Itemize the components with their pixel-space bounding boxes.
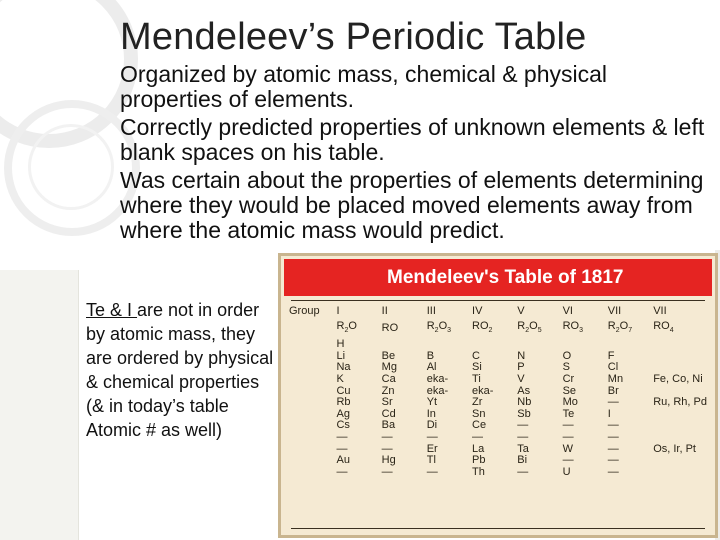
element-cell — [651, 420, 709, 432]
element-cell: — — [607, 454, 619, 467]
element-cell: Nb — [517, 396, 532, 409]
element-cell: S — [562, 361, 570, 374]
element-cell: Mo — [562, 396, 578, 409]
oxide-formula — [380, 318, 425, 339]
element-cell: As — [517, 384, 531, 397]
table-row — [287, 409, 709, 421]
element-cell: Sr — [381, 396, 393, 409]
oxide-formula — [425, 318, 470, 339]
formula-subscript: 4 — [669, 327, 674, 335]
element-cell: Hg — [381, 454, 396, 467]
table-rule — [291, 528, 705, 529]
bullet-item — [98, 62, 708, 112]
element-cell: K — [336, 372, 344, 385]
element-cell: Di — [426, 419, 438, 432]
formula-part: RO — [381, 322, 399, 335]
element-cell — [651, 339, 709, 351]
element-cell: — — [562, 454, 574, 467]
row-spacer — [287, 444, 334, 456]
element-cell: — — [336, 465, 348, 478]
element-cell: Sn — [472, 407, 486, 420]
element-cell: W — [562, 442, 573, 455]
element-cell: — — [426, 465, 438, 478]
row-spacer — [287, 351, 334, 363]
formula-part: R — [426, 320, 435, 332]
oxide-formula — [470, 318, 515, 339]
row-spacer — [287, 420, 334, 432]
table-row — [287, 339, 709, 351]
element-cell: — — [607, 430, 619, 443]
element-cell: O — [562, 349, 572, 362]
element-cell: V — [517, 372, 525, 385]
element-cell: In — [426, 407, 436, 420]
element-cell: Rb — [336, 396, 351, 409]
element-cell: Cr — [562, 372, 575, 385]
element-cell: — — [426, 430, 438, 443]
element-cell: Th — [472, 465, 485, 478]
bullet-item — [98, 168, 708, 243]
row-spacer — [287, 455, 334, 467]
formula-subscript: 2 — [525, 327, 530, 335]
element-cell: Zn — [381, 384, 395, 397]
formula-subscript: 2 — [488, 327, 493, 335]
element-cell: — — [607, 465, 619, 478]
table-rule — [291, 300, 705, 301]
element-cell: Be — [381, 349, 396, 362]
oxide-formula-row — [287, 318, 709, 339]
element-cell: Mg — [381, 361, 397, 374]
element-cell — [651, 409, 709, 421]
element-cell: H — [336, 338, 345, 351]
element-cell: Li — [336, 349, 346, 362]
element-cell: U — [562, 465, 571, 478]
element-cell: B — [426, 349, 435, 362]
periodic-table-grid — [287, 304, 709, 478]
group-header: III — [426, 305, 436, 317]
element-cell: Al — [426, 361, 437, 374]
element-cell: Tl — [426, 454, 436, 467]
element-cell: — — [562, 430, 574, 443]
row-spacer — [287, 339, 334, 351]
table-row — [287, 432, 709, 444]
group-header: II — [381, 305, 388, 317]
bullet-text: Was certain about the properties of elements determining where they would be placed moved elements away from where the atomic mass would predict. — [120, 167, 704, 243]
element-cell: — — [381, 465, 393, 478]
bullet-list — [98, 62, 708, 246]
mendeleev-table-image — [278, 253, 718, 538]
row-spacer — [287, 374, 334, 386]
element-cell: Ce — [472, 419, 487, 432]
element-cell: Pb — [472, 454, 486, 467]
table-header-row — [287, 304, 709, 318]
group-header: VI — [562, 305, 573, 317]
formula-part: O — [438, 320, 448, 332]
element-cell: eka- — [426, 384, 449, 397]
element-cell: Ta — [517, 442, 529, 455]
formula-part: RO — [562, 320, 580, 332]
element-cell: C — [472, 349, 480, 362]
oxide-formula — [606, 318, 651, 339]
element-cell: N — [517, 349, 526, 362]
formula-subscript: 3 — [579, 327, 583, 335]
element-cell — [651, 432, 709, 444]
element-cell: eka- — [426, 372, 449, 385]
element-cell — [651, 467, 709, 479]
side-note-text: are not in order by atomic mass, they are ordered by physical & chemical properties (& in today’s table Atomic # as well) — [86, 300, 274, 440]
element-cell: Te — [562, 407, 575, 420]
element-cell: — — [517, 419, 529, 432]
oxide-formula — [561, 318, 606, 339]
table-row — [287, 374, 709, 386]
element-cell: — — [607, 396, 619, 409]
element-cell: Na — [336, 361, 351, 374]
formula-subscript: 2 — [434, 327, 439, 335]
row-spacer — [287, 362, 334, 374]
element-cell: Fe, Co, Ni — [653, 372, 703, 385]
element-cell: Ru, Rh, Pd — [653, 396, 707, 409]
formula-part: RO — [653, 320, 670, 332]
element-cell: Os, Ir, Pt — [653, 442, 696, 455]
element-cell: Se — [562, 384, 577, 397]
element-cell: — — [336, 442, 348, 455]
element-cell: Ca — [381, 372, 396, 385]
table-row — [287, 362, 709, 374]
table-row — [287, 467, 709, 479]
element-cell: La — [472, 442, 485, 455]
formula-part: O — [529, 320, 538, 332]
element-cell: Cs — [336, 419, 350, 432]
element-cell: — — [517, 465, 529, 478]
element-cell: Zr — [472, 396, 483, 409]
oxide-formula — [651, 318, 709, 339]
element-cell: P — [517, 361, 525, 374]
group-header: I — [336, 305, 340, 317]
element-cell: Au — [336, 454, 350, 467]
slide-title: Mendeleev’s Periodic Table — [120, 16, 587, 58]
group-label: Group — [289, 305, 320, 317]
side-note — [86, 298, 276, 442]
element-cell: Cl — [607, 361, 619, 374]
oxide-formula — [334, 318, 379, 339]
element-cell: Sb — [517, 407, 531, 420]
formula-subscript: 2 — [615, 327, 620, 335]
table-row — [287, 444, 709, 456]
element-cell: Ag — [336, 407, 350, 420]
element-cell: — — [607, 419, 619, 432]
formula-subscript: 5 — [537, 327, 542, 335]
group-header: VII — [653, 305, 667, 317]
element-cell: Cu — [336, 384, 351, 397]
formula-subscript: 3 — [447, 327, 452, 335]
element-cell: eka- — [472, 384, 494, 397]
element-cell: — — [562, 419, 574, 432]
table-banner: Mendeleev's Table of 1817 — [284, 259, 712, 296]
element-cell: — — [381, 442, 393, 455]
formula-part: O — [619, 320, 629, 332]
element-cell: — — [381, 430, 393, 443]
formula-part: R — [607, 320, 616, 332]
row-spacer — [287, 386, 334, 398]
table-row — [287, 455, 709, 467]
element-cell: — — [336, 430, 348, 443]
element-cell: F — [607, 349, 615, 362]
oxide-formula — [515, 318, 560, 339]
element-cell: Bi — [517, 454, 528, 467]
table-row — [287, 420, 709, 432]
side-note-emphasis: Te & I — [86, 300, 138, 320]
row-spacer — [287, 467, 334, 479]
decorative-side-band — [0, 270, 79, 540]
element-cell: Yt — [426, 396, 438, 409]
element-cell — [651, 455, 709, 467]
group-header: IV — [472, 305, 483, 317]
element-cell: I — [607, 407, 611, 420]
formula-part: O — [348, 320, 357, 332]
element-cell — [651, 351, 709, 363]
bullet-text: Organized by atomic mass, chemical & physical properties of elements. — [120, 61, 608, 112]
element-cell: Si — [472, 361, 482, 374]
element-cell: Ba — [381, 419, 396, 432]
group-header: V — [517, 305, 525, 317]
row-spacer — [287, 397, 334, 409]
group-spacer — [287, 318, 334, 339]
element-cell: Mn — [607, 372, 624, 385]
element-cell: Ti — [472, 372, 481, 385]
formula-part: R — [517, 320, 526, 332]
element-cell: — — [472, 430, 484, 443]
element-cell: Br — [607, 384, 619, 397]
element-cell: — — [607, 442, 619, 455]
element-cell: — — [517, 430, 529, 443]
formula-part: R — [336, 320, 345, 332]
row-spacer — [287, 409, 334, 421]
formula-subscript: 2 — [344, 327, 349, 335]
element-cell: Cd — [381, 407, 396, 420]
group-header: VII — [607, 305, 622, 317]
formula-subscript: 7 — [628, 327, 633, 335]
bullet-item — [98, 115, 708, 165]
table-row — [287, 397, 709, 409]
formula-part: RO — [472, 320, 489, 332]
bullet-text: Correctly predicted properties of unknown elements & left blank spaces on his table. — [120, 114, 705, 165]
row-spacer — [287, 432, 334, 444]
element-cell: Er — [426, 442, 438, 455]
